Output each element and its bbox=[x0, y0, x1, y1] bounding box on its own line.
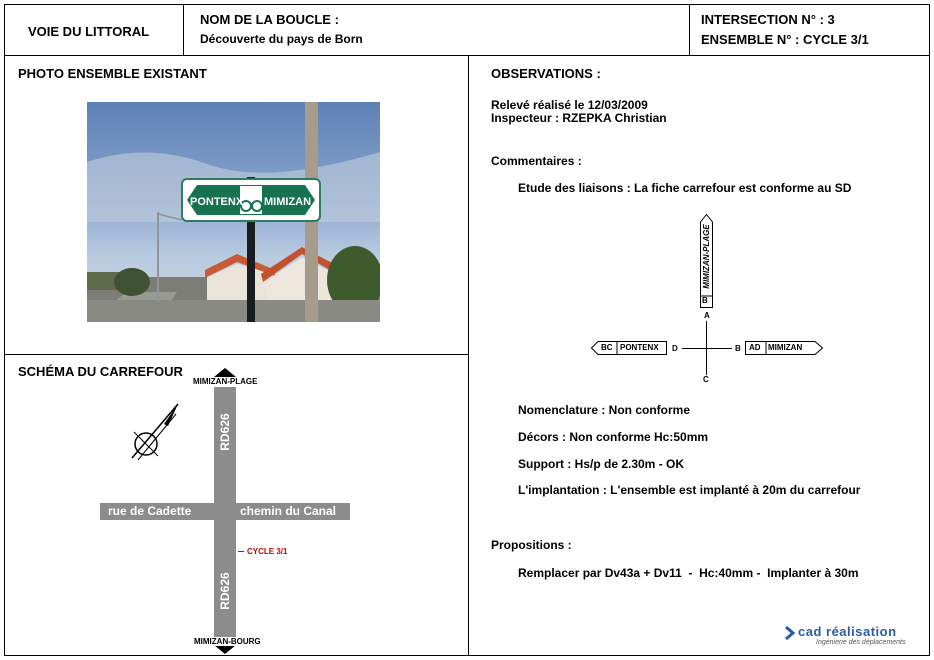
diagram-label-b: B bbox=[735, 344, 741, 353]
header-divider bbox=[4, 55, 930, 56]
diagram-north-sign bbox=[700, 214, 713, 308]
survey-date: Relevé réalisé le 12/03/2009 bbox=[491, 98, 648, 112]
logo-name: cad réalisation bbox=[798, 624, 897, 639]
logo-chevron-icon bbox=[784, 626, 796, 640]
proposition-text: Remplacer par Dv43a + Dv11 - Hc:40mm - Implanter à 30m bbox=[518, 566, 859, 580]
frame-top bbox=[4, 4, 930, 5]
east-sign-codes: AD bbox=[749, 343, 761, 352]
cycle-marker-label: CYCLE 3/1 bbox=[247, 547, 288, 556]
existing-ensemble-photo bbox=[87, 102, 380, 322]
intersection-number: INTERSECTION N° : 3 bbox=[701, 12, 835, 27]
street-left: rue de Cadette bbox=[108, 504, 192, 518]
observations-title: OBSERVATIONS : bbox=[491, 66, 601, 81]
support-text: Support : Hs/p de 2.30m - OK bbox=[518, 457, 685, 471]
diagram-label-d: D bbox=[672, 344, 678, 353]
frame-bottom bbox=[4, 655, 930, 656]
diagram-label-c: C bbox=[703, 375, 709, 384]
schema-top-destination: MIMIZAN-PLAGE bbox=[193, 377, 258, 386]
left-section-divider bbox=[4, 354, 469, 355]
schema-bottom-destination: MIMIZAN-BOURG bbox=[194, 637, 261, 646]
street-right: chemin du Canal bbox=[240, 504, 337, 518]
north-pointer-icon bbox=[214, 368, 236, 377]
north-sign-code: B bbox=[702, 296, 708, 305]
north-sign-dest: MIMIZAN-PLAGE bbox=[702, 224, 711, 289]
road-label-upper: RD626 bbox=[218, 413, 232, 451]
liaisons-text: Etude des liaisons : La fiche carrefour est conforme au SD bbox=[518, 181, 852, 195]
west-sign-codes: BC bbox=[601, 343, 613, 352]
west-sign-dest: PONTENX bbox=[620, 343, 659, 352]
decors-text: Décors : Non conforme Hc:50mm bbox=[518, 430, 709, 444]
ensemble-number: ENSEMBLE N° : CYCLE 3/1 bbox=[701, 32, 869, 47]
header-sep-2 bbox=[689, 4, 690, 56]
frame-right bbox=[929, 4, 930, 656]
south-pointer-icon bbox=[214, 645, 236, 654]
diagram-label-a: A bbox=[704, 311, 710, 320]
implantation-text: L'implantation : L'ensemble est implanté à 20m du carrefour bbox=[518, 483, 861, 497]
route-name: VOIE DU LITTORAL bbox=[28, 24, 150, 39]
nomenclature-text: Nomenclature : Non conforme bbox=[518, 403, 691, 417]
schema-section-title: SCHÉMA DU CARREFOUR bbox=[18, 364, 183, 379]
logo-tagline: Ingénierie des déplacements bbox=[816, 639, 906, 646]
east-sign-dest: MIMIZAN bbox=[768, 343, 803, 352]
loop-name: Découverte du pays de Born bbox=[200, 32, 363, 46]
diagram-axis-horizontal bbox=[682, 348, 732, 349]
road-label-lower: RD626 bbox=[218, 572, 232, 610]
frame-left bbox=[4, 4, 5, 656]
company-logo bbox=[784, 624, 908, 648]
photo-section-title: PHOTO ENSEMBLE EXISTANT bbox=[18, 66, 207, 81]
photo-scene bbox=[87, 102, 380, 322]
body-divider bbox=[468, 55, 469, 656]
sign-right-text: MIMIZAN bbox=[264, 196, 312, 208]
inspector: Inspecteur : RZEPKA Christian bbox=[491, 111, 667, 125]
sign-left-text: PONTENX bbox=[190, 196, 244, 208]
north-arrow-icon bbox=[128, 400, 184, 466]
comments-title: Commentaires : bbox=[491, 154, 582, 168]
loop-label: NOM DE LA BOUCLE : bbox=[200, 12, 339, 27]
propositions-title: Propositions : bbox=[491, 538, 572, 552]
header-sep-1 bbox=[183, 4, 184, 56]
cycle-marker-tick bbox=[238, 551, 244, 552]
